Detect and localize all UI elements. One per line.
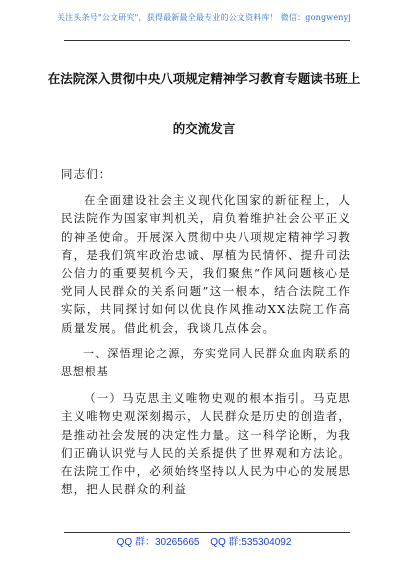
section-heading-1: 一、深悟理论之源，夯实党同人民群众血肉联系的思想根基 xyxy=(61,346,351,379)
paragraph-intro: 在全面建设社会主义现代化国家的新征程上，人民法院作为国家审判机关，肩负着维护社会公平正义的神圣使命。开展深入贯彻中央八项规定精神学习教育，是我们筑牢政治忠诚、厚植为民情怀、提升司法公信力的重要契机今天，我们聚焦“作风问题核心是党同人民群众的关系问题”这一根本，结合法院工作实际，共同探讨如何以优良作风推动XX法院工作高质量发展。借此机会，我谈几点体会。 xyxy=(61,193,351,335)
footer-qq-group-1: QQ 群：30265665 xyxy=(116,537,200,548)
header-divider xyxy=(64,40,350,41)
salutation: 同志们： xyxy=(61,167,112,181)
footer xyxy=(0,536,408,550)
header-note: 关注头条号"公文研究"，获得最新最全最专业的公文资料库！ 微信：gongwenyj xyxy=(56,13,352,22)
footer-divider xyxy=(64,532,350,533)
footer-qq-group-2: QQ 群:535304092 xyxy=(210,537,292,548)
document-body xyxy=(61,165,351,506)
document-title-line2: 的交流发言 xyxy=(172,121,236,136)
paragraph-section1-1: （一）马克思主义唯物史观的根本指引。马克思主义唯物史观深刻揭示，人民群众是历史的创造者，是推动社会发展的决定性力量。这一科学论断，为我们正确认识党与人民的关系提供了世界观和方法论。在法院工作中，必须始终坚持以人民为中心的发展思想，把人民群众的利益 xyxy=(61,391,351,497)
document-title-line1: 在法院深入贯彻中央八项规定精神学习教育专题读书班上 xyxy=(47,71,361,86)
